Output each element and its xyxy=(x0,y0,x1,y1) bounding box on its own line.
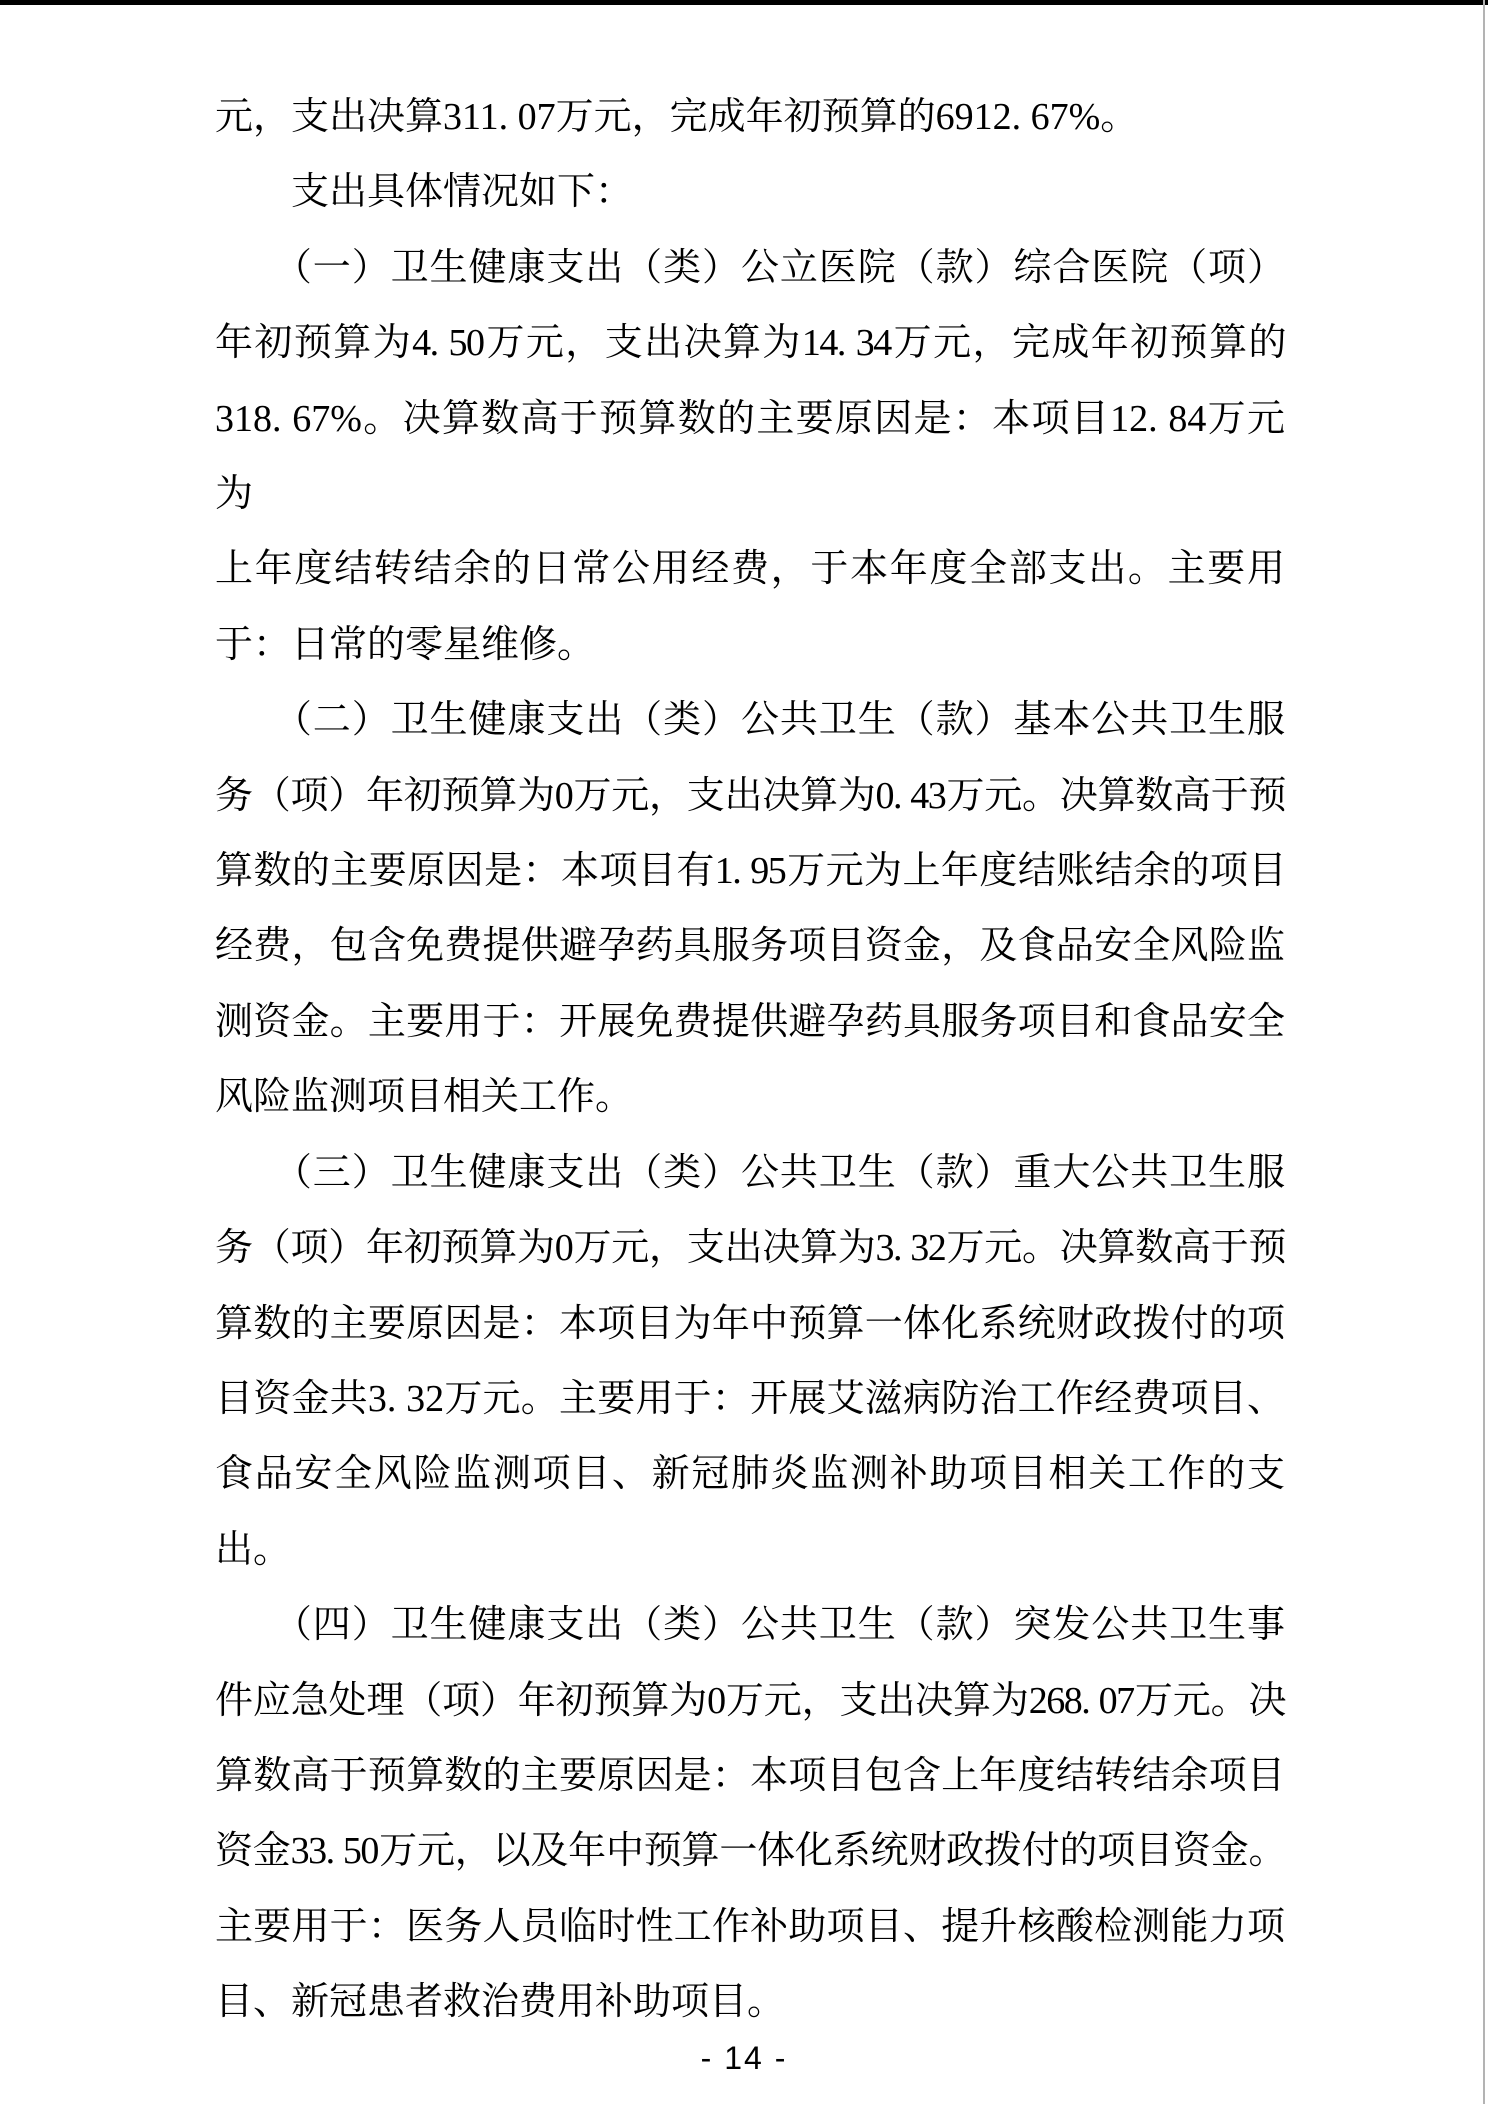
text-line: 食品安全风险监测项目、新冠肺炎监测补助项目相关工作的支 xyxy=(215,1453,1285,1496)
text-line: 算数的主要原因是：本项目有1. 95万元为上年度结账结余的项目 xyxy=(215,850,1285,893)
document-body xyxy=(215,80,1285,2041)
text-line: （三）卫生健康支出（类）公共卫生（款）重大公共卫生服 xyxy=(215,1151,1285,1194)
text-line: 算数的主要原因是：本项目为年中预算一体化系统财政拨付的项 xyxy=(215,1302,1285,1345)
text-line: 风险监测项目相关工作。 xyxy=(215,1076,634,1119)
text-line: 经费，包含免费提供避孕药具服务项目资金，及食品安全风险监 xyxy=(215,925,1285,968)
text-line: 主要用于：医务人员临时性工作补助项目、提升核酸检测能力项 xyxy=(215,1905,1285,1948)
text-line: 目资金共3. 32万元。主要用于：开展艾滋病防治工作经费项目、 xyxy=(215,1377,1285,1420)
text-line: （四）卫生健康支出（类）公共卫生（款）突发公共卫生事 xyxy=(215,1604,1285,1647)
text-line: 元，支出决算311. 07万元，完成年初预算的6912. 67%。 xyxy=(215,96,1139,138)
text-line: 于：日常的零星维修。 xyxy=(215,623,596,666)
text-line: 测资金。主要用于：开展免费提供避孕药具服务项目和食品安全 xyxy=(215,1000,1285,1043)
scan-edge-top xyxy=(0,0,1488,5)
text-line: （二）卫生健康支出（类）公共卫生（款）基本公共卫生服 xyxy=(215,699,1285,742)
text-line: 上年度结转结余的日常公用经费，于本年度全部支出。主要用 xyxy=(215,548,1285,591)
text-line: 务（项）年初预算为0万元，支出决算为3. 32万元。决算数高于预 xyxy=(215,1227,1285,1270)
scan-edge-right xyxy=(1483,0,1485,2104)
text-line: 318. 67%。决算数高于预算数的主要原因是：本项目12. 84万元为 xyxy=(215,397,1285,516)
text-line: 支出具体情况如下： xyxy=(215,171,634,214)
text-line: 年初预算为4. 50万元，支出决算为14. 34万元，完成年初预算的 xyxy=(215,322,1285,365)
text-line: 件应急处理（项）年初预算为0万元，支出决算为268. 07万元。决 xyxy=(215,1679,1285,1722)
text-line: 资金33. 50万元，以及年中预算一体化系统财政拨付的项目资金。 xyxy=(215,1830,1285,1873)
text-line: （一）卫生健康支出（类）公立医院（款）综合医院（项） xyxy=(215,246,1285,289)
text-line: 务（项）年初预算为0万元，支出决算为0. 43万元。决算数高于预 xyxy=(215,774,1285,817)
text-line: 算数高于预算数的主要原因是：本项目包含上年度结转结余项目 xyxy=(215,1754,1285,1797)
page-number: - 14 - xyxy=(700,2040,788,2076)
text-line: 出。 xyxy=(215,1528,292,1571)
text-line: 目、新冠患者救治费用补助项目。 xyxy=(215,1981,786,2024)
